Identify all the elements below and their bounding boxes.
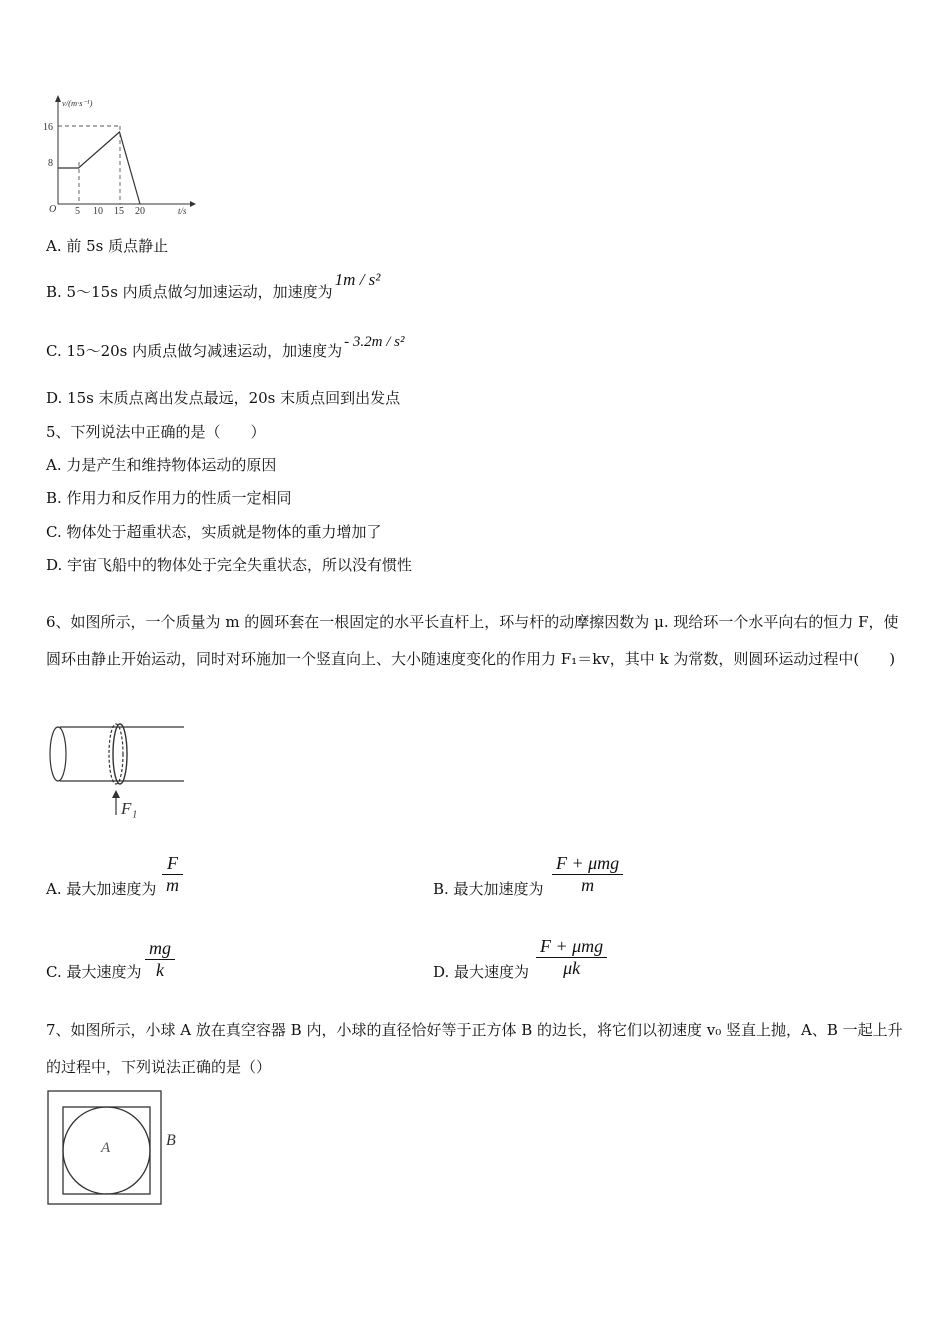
q4-option-a: A. 前 5s 质点静止 bbox=[46, 237, 169, 255]
q6-option-d-fraction bbox=[536, 936, 607, 979]
ring-rod-figure bbox=[44, 718, 194, 826]
q4-option-c-text: C. 15～20s 内质点做匀减速运动，加速度为 bbox=[46, 342, 343, 360]
frac-numerator: mg bbox=[149, 938, 171, 958]
x-tick-10: 10 bbox=[93, 206, 103, 217]
frac-numerator: F bbox=[167, 853, 178, 873]
y-tick-16: 16 bbox=[43, 122, 53, 133]
q4-option-c-math: - 3.2m / s² bbox=[344, 334, 405, 350]
q5-option-b: B. 作用力和反作用力的性质一定相同 bbox=[46, 489, 292, 507]
q5-stem: 5、下列说法中正确的是（ ） bbox=[46, 423, 266, 441]
q6-option-a: A. 最大加速度为 bbox=[46, 880, 157, 898]
q7-stem: 7、如图所示，小球 A 放在真空容器 B 内，小球的直径恰好等于正方体 B 的边长，将它们以初速度 v₀ 竖直上抛，A、B 一起上升的过程中，下列说法正确的是（） bbox=[46, 1021, 903, 1076]
x-tick-20: 20 bbox=[135, 206, 145, 217]
q5-option-c: C. 物体处于超重状态，实质就是物体的重力增加了 bbox=[46, 523, 382, 541]
q6-option-b: B. 最大加速度为 bbox=[433, 880, 544, 898]
ball-box-figure bbox=[46, 1089, 186, 1207]
frac-denominator: m bbox=[581, 875, 595, 895]
q5-option-d: D. 宇宙飞船中的物体处于完全失重状态，所以没有惯性 bbox=[46, 556, 413, 574]
q6-stem: 6、如图所示，一个质量为 m 的圆环套在一根固定的水平长直杆上，环与杆的动摩擦因数为 μ. 现给环一个水平向右的恒力 F，使圆环由静止开始运动，同时对环施加一个竖直向上、大小随速度变化的作用力 F₁＝kv，其中 k 为常数，则圆环运动过程中( ) bbox=[46, 613, 899, 668]
y-axis-label: v/(m·s⁻¹) bbox=[62, 98, 93, 108]
q6-option-c: C. 最大速度为 bbox=[46, 963, 142, 981]
q6-option-d: D. 最大速度为 bbox=[433, 963, 530, 981]
ball-label: A bbox=[101, 1140, 111, 1156]
frac-denominator: k bbox=[156, 960, 164, 980]
frac-numerator: F + μmg bbox=[540, 936, 604, 956]
frac-numerator: F + μmg bbox=[556, 853, 620, 873]
frac-denominator: μk bbox=[563, 958, 581, 978]
x-tick-15: 15 bbox=[114, 206, 124, 217]
y-tick-8: 8 bbox=[48, 158, 53, 169]
q6-option-a-fraction bbox=[162, 853, 183, 896]
q6-option-c-fraction bbox=[145, 938, 175, 981]
q6-option-b-fraction bbox=[552, 853, 623, 896]
q4-option-b-math: 1m / s² bbox=[334, 270, 381, 289]
q4-option-b bbox=[46, 270, 381, 302]
q4-option-c bbox=[46, 334, 405, 362]
x-tick-5: 5 bbox=[75, 206, 80, 217]
q4-option-b-text: B. 5～15s 内质点做匀加速运动，加速度为 bbox=[46, 283, 333, 301]
f1-label: F₁ bbox=[121, 799, 138, 818]
vt-graph bbox=[40, 92, 200, 217]
container-label: B bbox=[166, 1132, 176, 1149]
origin-label: O bbox=[49, 204, 57, 215]
vt-line bbox=[58, 132, 140, 204]
q4-option-d: D. 15s 末质点离出发点最远，20s 末质点回到出发点 bbox=[46, 389, 401, 407]
q5-option-a: A. 力是产生和维持物体运动的原因 bbox=[46, 456, 277, 474]
x-axis-label: t/s bbox=[178, 206, 187, 216]
frac-denominator: m bbox=[166, 875, 179, 895]
